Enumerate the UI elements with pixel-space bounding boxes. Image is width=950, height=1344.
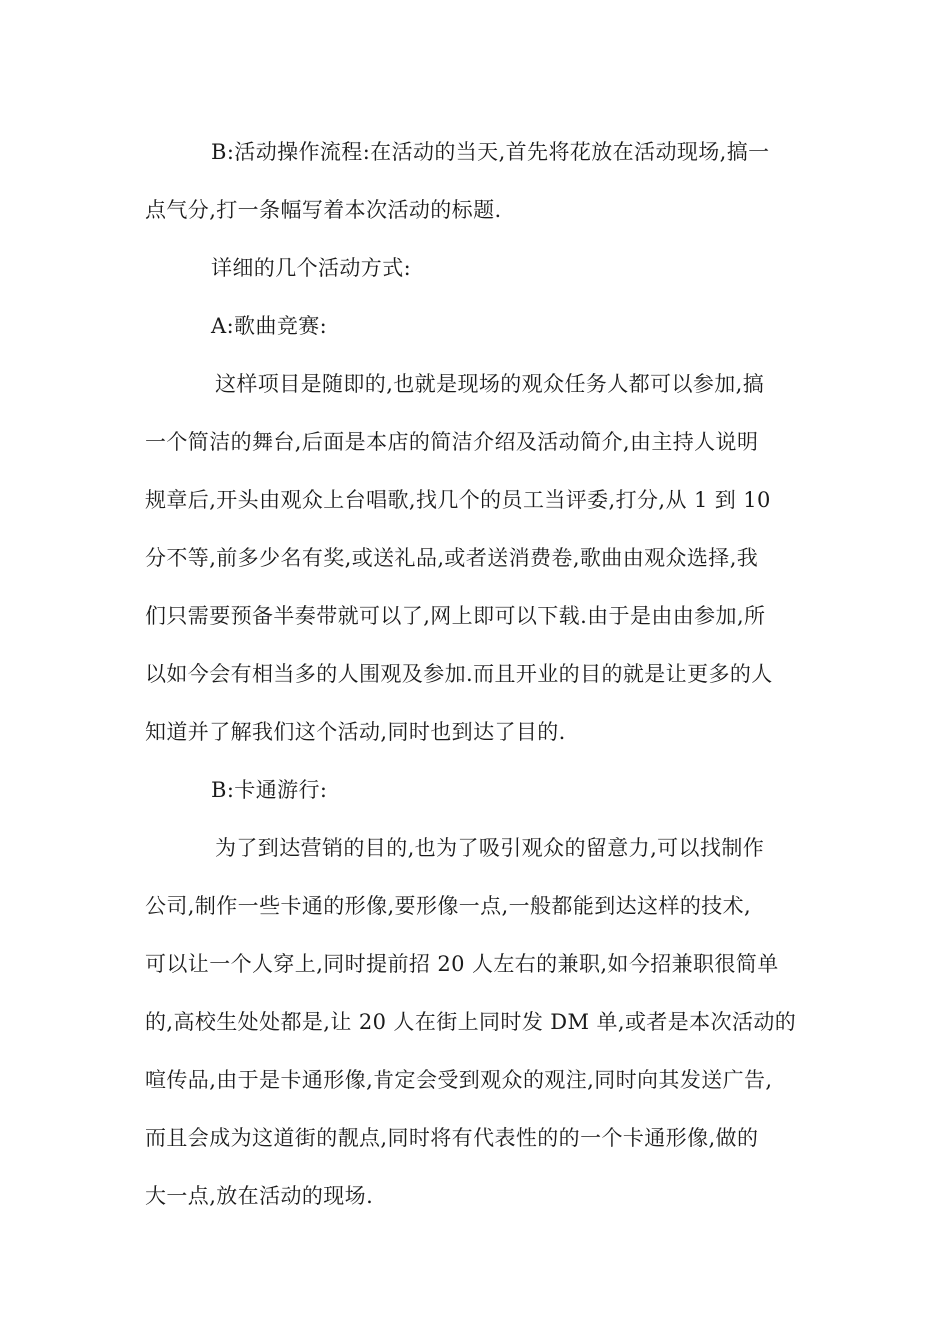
paragraph-line: 而且会成为这道街的靓点,同时将有代表性的的一个卡通形像,做的 xyxy=(145,1126,759,1150)
paragraph-line: 喧传品,由于是卡通形像,肯定会受到观众的观注,同时向其发送广告, xyxy=(145,1068,773,1092)
section-heading: 详细的几个活动方式: xyxy=(211,256,412,280)
paragraph-line: 们只需要预备半奏带就可以了,网上即可以下载.由于是由由参加,所 xyxy=(145,604,766,628)
paragraph-line: 为了到达营销的目的,也为了吸引观众的留意力,可以找制作 xyxy=(215,836,765,860)
paragraph-line: 一个简洁的舞台,后面是本店的简洁介绍及活动简介,由主持人说明 xyxy=(145,430,759,454)
paragraph-line: B:活动操作流程:在活动的当天,首先将花放在活动现场,搞一 xyxy=(211,140,770,164)
paragraph-line: 点气分,打一条幅写着本次活动的标题. xyxy=(145,198,502,222)
paragraph-line: 公司,制作一些卡通的形像,要形像一点,一般都能到达这样的技术, xyxy=(145,894,752,918)
paragraph-line: 规章后,开头由观众上台唱歌,找几个的员工当评委,打分,从 1 到 10 xyxy=(145,488,771,512)
paragraph-line: 这样项目是随即的,也就是现场的观众任务人都可以参加,搞 xyxy=(215,372,765,396)
paragraph-line: 可以让一个人穿上,同时提前招 20 人左右的兼职,如今招兼职很简单 xyxy=(145,952,779,976)
paragraph-line: 大一点,放在活动的现场. xyxy=(145,1184,374,1208)
paragraph-line: 的,高校生处处都是,让 20 人在街上同时发 DM 单,或者是本次活动的 xyxy=(145,1010,797,1034)
paragraph-line: 以如今会有相当多的人围观及参加.而且开业的目的就是让更多的人 xyxy=(145,662,773,686)
subsection-heading: A:歌曲竞赛: xyxy=(211,314,328,338)
paragraph-line: 分不等,前多少名有奖,或送礼品,或者送消费卷,歌曲由观众选择,我 xyxy=(145,546,759,570)
subsection-heading: B:卡通游行: xyxy=(211,778,328,802)
paragraph-line: 知道并了解我们这个活动,同时也到达了目的. xyxy=(145,720,566,744)
